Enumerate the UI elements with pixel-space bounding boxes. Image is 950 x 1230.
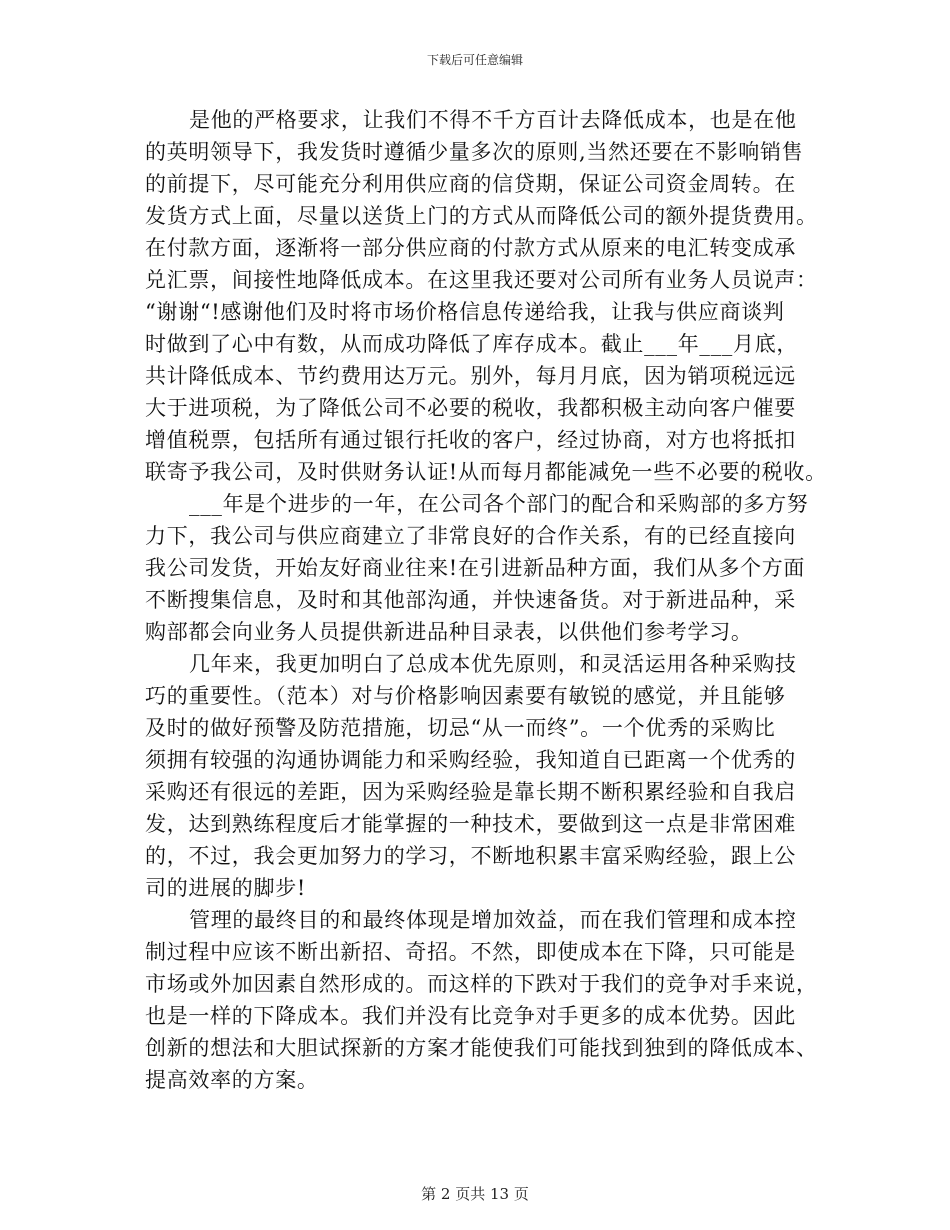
text-line: 的英明领导下，我发货时遵循少量多次的原则,当然还要在不影响销售 <box>145 140 804 164</box>
text-line: “谢谢“!感谢他们及时将市场价格信息传递给我，让我与供应商谈判 <box>145 300 785 324</box>
text-line: 须拥有较强的沟通协调能力和采购经验，我知道自已距离一个优秀的 <box>145 748 796 772</box>
page-footer: 第 2 页共 13 页 <box>421 1185 529 1203</box>
text-line: 是他的严格要求，让我们不得不千方百计去降低成本，也是在他 <box>189 108 797 132</box>
text-line: 的前提下，尽可能充分利用供应商的信贷期，保证公司资金周转。在 <box>145 172 796 196</box>
text-line: 时做到了心中有数，从而成功降低了库存成本。截止___年___月底， <box>145 332 799 356</box>
text-line: 几年来，我更加明白了总成本优先原则，和灵活运用各种采购技 <box>189 652 797 676</box>
text-line: 也是一样的下降成本。我们并没有比竞争对手更多的成本优势。因此 <box>145 1004 796 1028</box>
text-line: 提高效率的方案。 <box>145 1068 319 1092</box>
text-line: 共计降低成本、节约费用达万元。别外，每月月底，因为销项税远远 <box>145 364 796 388</box>
text-line: ___年是个进步的一年，在公司各个部门的配合和采购部的多方努 <box>189 492 809 516</box>
text-line: 力下，我公司与供应商建立了非常良好的合作关系，有的已经直接向 <box>145 524 796 548</box>
text-line: 联寄予我公司，及时供财务认证!从而每月都能减免一些不必要的税收。 <box>145 460 827 484</box>
document-body <box>145 104 825 1096</box>
text-line: 司的进展的脚步! <box>145 876 307 900</box>
text-line: 增值税票，包括所有通过银行托收的客户，经过协商，对方也将抵扣 <box>145 428 796 452</box>
text-line: 及时的做好预警及防范措施，切忌“从一而终”。一个优秀的采购比 <box>145 716 776 740</box>
text-line: 购部都会向业务人员提供新进品种目录表，以供他们参考学习。 <box>145 620 753 644</box>
text-line: 巧的重要性。（范本）对与价格影响因素要有敏锐的感觉，并且能够 <box>145 684 786 708</box>
text-line: 市场或外加因素自然形成的。而这样的下跌对于我们的竞争对手来说， <box>145 972 818 996</box>
text-line: 在付款方面，逐渐将一部分供应商的付款方式从原来的电汇转变成承 <box>145 236 796 260</box>
text-line: 大于进项税，为了降低公司不必要的税收，我都积极主动向客户催要 <box>145 396 796 420</box>
page-header: 下载后可任意编辑 <box>426 53 523 67</box>
text-line: 的，不过，我会更加努力的学习，不断地积累丰富采购经验，跟上公 <box>145 844 796 868</box>
text-line: 发，达到熟练程度后才能掌握的一种技术，要做到这一点是非常困难 <box>145 812 796 836</box>
text-line: 创新的想法和大胆试探新的方案才能使我们可能找到独到的降低成本、 <box>145 1036 818 1060</box>
text-line: 兑汇票，间接性地降低成本。在这里我还要对公司所有业务人员说声： <box>145 268 818 292</box>
text-line: 我公司发货，开始友好商业往来!在引进新品种方面，我们从多个方面 <box>145 556 806 580</box>
text-line: 不断搜集信息，及时和其他部沟通，并快速备货。对于新进品种，采 <box>145 588 796 612</box>
text-line: 管理的最终目的和最终体现是增加效益，而在我们管理和成本控 <box>189 908 797 932</box>
text-line: 发货方式上面，尽量以送货上门的方式从而降低公司的额外提货费用。 <box>145 204 818 228</box>
text-line: 制过程中应该不断出新招、奇招。不然，即使成本在下降，只可能是 <box>145 940 796 964</box>
text-line: 采购还有很远的差距，因为采购经验是靠长期不断积累经验和自我启 <box>145 780 796 804</box>
